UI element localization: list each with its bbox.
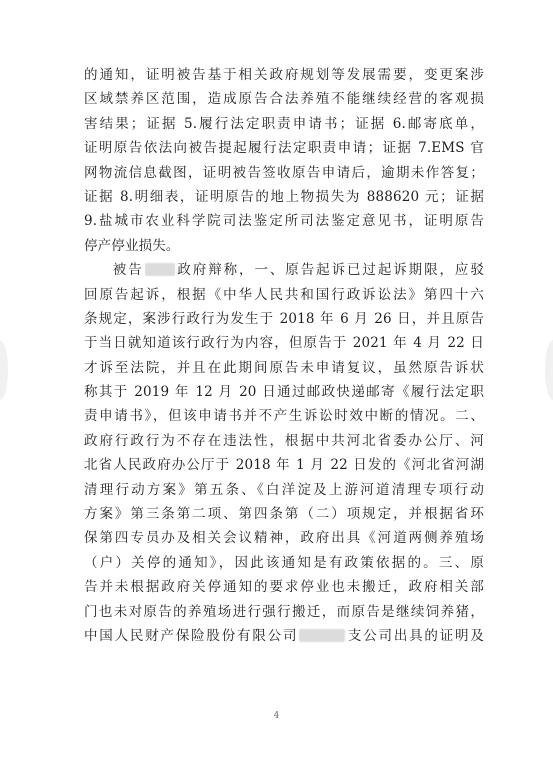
text-line: 害结果；证据 5.履行法定职责申请书；证据 6.邮寄底单， [84,115,484,132]
redacted-name [299,629,345,642]
text-line: 条规定，案涉行政行为发生于 2018 年 6 月 26 日，并且原告 [84,310,484,327]
text-fragment: 中国人民财产保险股份有限公司 [84,627,299,644]
text-line: 于当日就知道该行政行为内容，但原告于 2021 年 4 月 22 日 [84,335,484,352]
text-line: 北省人民政府办公厅于 2018 年 1 月 22 日发的《河北省河湖 [84,457,484,474]
text-line: （户）关停的通知》，因此该通知是有政策依据的。三、原 [84,554,484,571]
text-line: 网物流信息截图，证明被告签收原告申请后，逾期未作答复； [84,164,484,181]
text-line: 责申请书》，但该申请书并不产生诉讼时效中断的情况。二、 [84,408,484,425]
evidence-paragraph [84,63,484,258]
text-line: 才诉至法院，并且在此期间原告未申请复议，虽然原告诉状 [84,359,484,376]
text-line: 告并未根据政府关停通知的要求停业也未搬迁，政府相关部 [84,579,484,596]
text-fragment: 被告 [111,262,144,279]
redacted-name [145,263,175,276]
text-line: 证据 8.明细表，证明原告的地上物损失为 888620 元；证据 [84,188,484,205]
scan-edge-mark [545,340,553,400]
text-line: 政府行政行为不存在违法性，根据中共河北省委办公厅、河 [84,432,484,449]
text-fragment: 政府辩称，一、原告起诉已过起诉期限，应驳 [175,262,484,279]
text-line: 称其于 2019 年 12 月 20 日通过邮政快递邮寄《履行法定职 [84,384,484,401]
text-line: 回原告起诉，根据《中华人民共和国行政诉讼法》第四十六 [84,286,484,303]
scan-edge-mark [0,340,8,400]
text-line [84,258,484,282]
text-line: 门也未对原告的养殖场进行强行搬迁，而原告是继续饲养猪， [84,603,484,620]
text-line: 保第四专员办及相关会议精神，政府出具《河道两侧养殖场 [84,530,484,547]
document-body [84,63,484,648]
text-line: 证明原告依法向被告提起履行法定职责申请；证据 7.EMS 官 [84,140,484,157]
defense-paragraph [84,258,484,648]
text-line: 停产停业损失。 [84,237,180,254]
text-line [84,624,484,648]
text-fragment: 支公司出具的证明及 [346,627,484,644]
text-line: 清理行动方案》第五条、《白洋淀及上游河道清理专项行动 [84,481,484,498]
text-line: 的通知，证明被告基于相关政府规划等发展需要，变更案涉 [84,67,484,83]
text-line: 9.盐城市农业科学院司法鉴定所司法鉴定意见书，证明原告 [84,213,484,230]
text-line: 方案》第三条第二项、第四条第（二）项规定，并根据省环 [84,506,484,523]
text-line: 区域禁养区范围，造成原告合法养殖不能继续经营的客观损 [84,91,484,108]
page-number: 4 [273,711,280,721]
